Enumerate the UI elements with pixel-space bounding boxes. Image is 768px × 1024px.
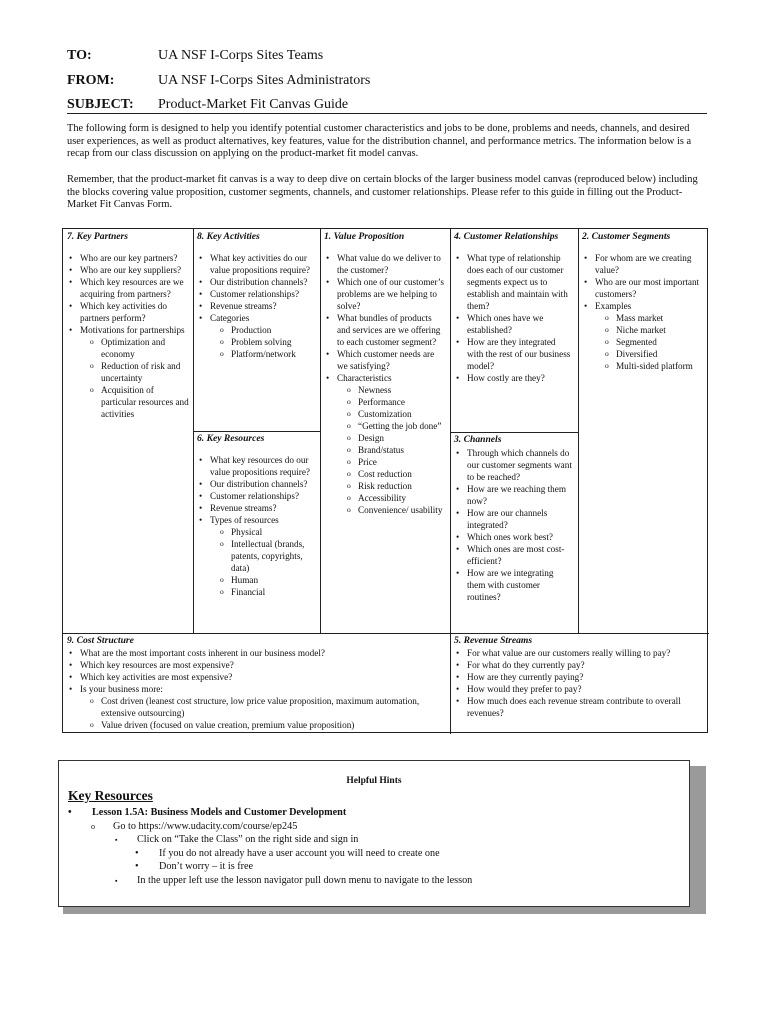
sub-list: [218, 526, 316, 598]
list-item: • What bundles of products and services are we offering to each customer segment?: [324, 312, 446, 348]
key-partners-block: [63, 229, 193, 633]
list-item-label: Types of resources: [210, 515, 279, 525]
list-item: [582, 300, 705, 372]
square-bullet-icon: ▪: [115, 877, 118, 885]
list-item: • How are they integrated with the rest of our business model?: [454, 336, 574, 372]
list-item: • How would they prefer to pay?: [454, 683, 705, 695]
list-item: • For whom are we creating value?: [582, 252, 705, 276]
value-proposition-list: [324, 252, 446, 516]
business-model-canvas: [62, 228, 708, 733]
sub-list-item: o Multi-sided platform: [603, 360, 705, 372]
list-item: • How are our channels integrated?: [454, 507, 574, 531]
list-item: • Who are our key suppliers?: [67, 264, 189, 276]
list-item: • Customer relationships?: [197, 490, 316, 502]
sub-list-item: o Optimization and economy: [88, 336, 189, 360]
list-item: [197, 514, 316, 598]
hint-lesson: Lesson 1.5A: Business Models and Customer Development: [92, 807, 347, 818]
sub-list: [88, 695, 446, 731]
hint-click: Click on “Take the Class” on the right side and sign in: [137, 834, 359, 845]
list-item: • Which key activities are most expensive?: [67, 671, 446, 683]
sub-list-item: o Newness: [345, 384, 446, 396]
sub-list-item: o Physical: [218, 526, 316, 538]
revenue-streams-title: 5. Revenue Streams: [454, 635, 533, 646]
list-item: [67, 683, 446, 731]
sub-list-item: o Mass market: [603, 312, 705, 324]
bullet-icon: •: [68, 807, 72, 818]
sub-list-item: o Diversified: [603, 348, 705, 360]
revenue-streams-list: [454, 647, 705, 719]
square-bullet-icon: ▪: [115, 836, 118, 844]
sub-list-item: o Problem solving: [218, 336, 316, 348]
list-item: • Which key activities do partners perform?: [67, 300, 189, 324]
customer-segments-block: [578, 229, 709, 633]
hint-dont-worry: Don’t worry: [159, 861, 210, 872]
sub-list-item: o Cost driven (leanest cost structure, low price value proposition, maximum automation, extensive outsourcing): [88, 695, 446, 719]
hint-click-line: [115, 833, 358, 847]
list-item: • For what value are our customers really willing to pay?: [454, 647, 705, 659]
cost-structure-list: [67, 647, 446, 731]
sub-list-item: o Price: [345, 456, 446, 468]
circle-bullet-icon: o: [91, 822, 95, 831]
sub-list-item: o Risk reduction: [345, 480, 446, 492]
helpful-hints-box: [58, 760, 690, 907]
list-item: • Which ones work best?: [454, 531, 574, 543]
sub-list-item: o Performance: [345, 396, 446, 408]
sub-list-item: o Financial: [218, 586, 316, 598]
list-item: • Which key resources are we acquiring from partners?: [67, 276, 189, 300]
list-item: • Who are our key partners?: [67, 252, 189, 264]
sub-list: [218, 324, 316, 360]
hint-account-line: [135, 847, 440, 860]
memo-from-row: [67, 69, 707, 94]
list-item: • Which ones are most cost-efficient?: [454, 543, 574, 567]
sub-list: [88, 336, 189, 420]
list-item: • Revenue streams?: [197, 300, 316, 312]
sub-list-item: o Accessibility: [345, 492, 446, 504]
key-resources-list: [197, 454, 316, 598]
memo-subject-value: Product-Market Fit Canvas Guide: [158, 97, 349, 112]
intro-paragraph-2: Remember, that the product-market fit canvas is a way to deep dive on certain blocks of the larger business model canvas (reproduced below) including the blocks covering value proposition, customer segments, channels, and customer relationships. Please refer to this guide in filling out the Product-Market Fit Canvas Form.: [67, 174, 698, 210]
customer-relationships-title: 4. Customer Relationships: [454, 231, 559, 242]
list-item: • How are we integrating them with customer routines?: [454, 567, 574, 603]
value-proposition-block: [320, 229, 450, 633]
intro-paragraph-1: The following form is designed to help you identify potential customer characteristics and jobs to be done, problems and needs, channels, and desired user experiences, as well as product alternatives, key features, value for the distribution channel, and performance metrics. The information below is a recap from our class discussion on applying on the product-market fit model canvas.: [67, 123, 692, 159]
hint-lesson-line: [68, 806, 346, 819]
list-item: • Which ones have we established?: [454, 312, 574, 336]
sub-list-item: o Design: [345, 432, 446, 444]
list-item-label: Categories: [210, 313, 250, 323]
list-item: • Who are our most important customers?: [582, 276, 705, 300]
sub-list-item: o Reduction of risk and uncertainty: [88, 360, 189, 384]
list-item: • What are the most important costs inherent in our business model?: [67, 647, 446, 659]
hints-heading: Key Resources: [68, 788, 153, 803]
hints-title: Helpful Hints: [346, 776, 402, 786]
list-item: • For what do they currently pay?: [454, 659, 705, 671]
sub-list-item: o Niche market: [603, 324, 705, 336]
memo-subject-label: SUBJECT:: [67, 97, 134, 112]
key-activities-block: [193, 229, 320, 431]
list-item: • What key activities do our value propositions require?: [197, 252, 316, 276]
list-item: • Which key resources are most expensive?: [67, 659, 446, 671]
list-item: • How much does each revenue stream contribute to overall revenues?: [454, 695, 705, 719]
sub-list-item: o Convenience/ usability: [345, 504, 446, 516]
key-activities-list: [197, 252, 316, 360]
sub-list-item: o Production: [218, 324, 316, 336]
list-item: • What type of relationship does each of our customer segments expect us to establish and maintain with them?: [454, 252, 574, 312]
key-partners-list: [67, 252, 189, 420]
sub-list-item: o Platform/network: [218, 348, 316, 360]
key-activities-title: 8. Key Activities: [197, 231, 260, 242]
hint-navigator-line: [115, 874, 472, 888]
sub-list: [603, 312, 705, 372]
channels-block: [450, 432, 578, 633]
hint-account: If you do not already have a user account you will need to create one: [159, 848, 440, 859]
memo-header: [67, 44, 707, 118]
channels-title: 3. Channels: [454, 434, 502, 445]
list-item: • How are we reaching them now?: [454, 483, 574, 507]
list-item: • Which customer needs are we satisfying?: [324, 348, 446, 372]
hint-navigator: In the upper left use the lesson navigator pull down menu to navigate to the lesson: [137, 875, 473, 886]
list-item-label: Motivations for partnerships: [80, 325, 185, 335]
list-item: • Our distribution channels?: [197, 276, 316, 288]
list-item-label: Examples: [595, 301, 632, 311]
list-item: [324, 372, 446, 516]
key-resources-title: 6. Key Resources: [197, 433, 265, 444]
hint-goto-line: [91, 820, 297, 833]
sub-list-item: o Customization: [345, 408, 446, 420]
list-item: • Which one of our customer’s problems are we helping to solve?: [324, 276, 446, 312]
sub-list-item: o Cost reduction: [345, 468, 446, 480]
list-item: • Revenue streams?: [197, 502, 316, 514]
memo-from-value: UA NSF I-Corps Sites Administrators: [158, 72, 371, 88]
revenue-streams-block: [450, 633, 709, 734]
sub-list: [345, 384, 446, 516]
bullet-icon: •: [135, 848, 139, 859]
customer-segments-list: [582, 252, 705, 372]
sub-list-item: o Value driven (focused on value creation, premium value proposition): [88, 719, 446, 731]
customer-segments-title: 2. Customer Segments: [582, 231, 671, 242]
customer-relationships-list: [454, 252, 574, 384]
hint-free-line: [135, 860, 253, 873]
list-item: [197, 312, 316, 360]
memo-divider: [67, 113, 707, 114]
sub-list-item: o “Getting the job done”: [345, 420, 446, 432]
bullet-icon: •: [135, 861, 139, 872]
hint-free: – it is free: [209, 861, 254, 872]
sub-list-item: o Brand/status: [345, 444, 446, 456]
list-item: • What value do we deliver to the customer?: [324, 252, 446, 276]
list-item: • Through which channels do our customer segments want to be reached?: [454, 447, 574, 483]
list-item: • Our distribution channels?: [197, 478, 316, 490]
list-item: • Customer relationships?: [197, 288, 316, 300]
list-item: • What key resources do our value propositions require?: [197, 454, 316, 478]
key-partners-title: 7. Key Partners: [67, 231, 129, 242]
list-item: [67, 324, 189, 420]
key-resources-block: [193, 431, 320, 633]
sub-list-item: o Human: [218, 574, 316, 586]
sub-list-item: o Segmented: [603, 336, 705, 348]
list-item: • How costly are they?: [454, 372, 574, 384]
list-item-label: Is your business more:: [80, 684, 163, 694]
sub-list-item: o Intellectual (brands, patents, copyrights, data): [218, 538, 316, 574]
memo-from-label: FROM:: [67, 72, 115, 88]
memo-to-label: TO:: [67, 48, 92, 63]
cost-structure-block: [63, 633, 450, 734]
sub-list-item: o Acquisition of particular resources and activities: [88, 384, 189, 420]
channels-list: [454, 447, 574, 603]
hint-goto-link[interactable]: Go to https://www.udacity.com/course/ep245: [113, 821, 298, 832]
value-proposition-title: 1. Value Proposition: [324, 231, 405, 242]
cost-structure-title: 9. Cost Structure: [67, 635, 134, 646]
list-item-label: Characteristics: [337, 373, 392, 383]
memo-to-row: [67, 44, 707, 69]
memo-to-value: UA NSF I-Corps Sites Teams: [158, 48, 324, 63]
list-item: • How are they currently paying?: [454, 671, 705, 683]
customer-relationships-block: [450, 229, 578, 432]
